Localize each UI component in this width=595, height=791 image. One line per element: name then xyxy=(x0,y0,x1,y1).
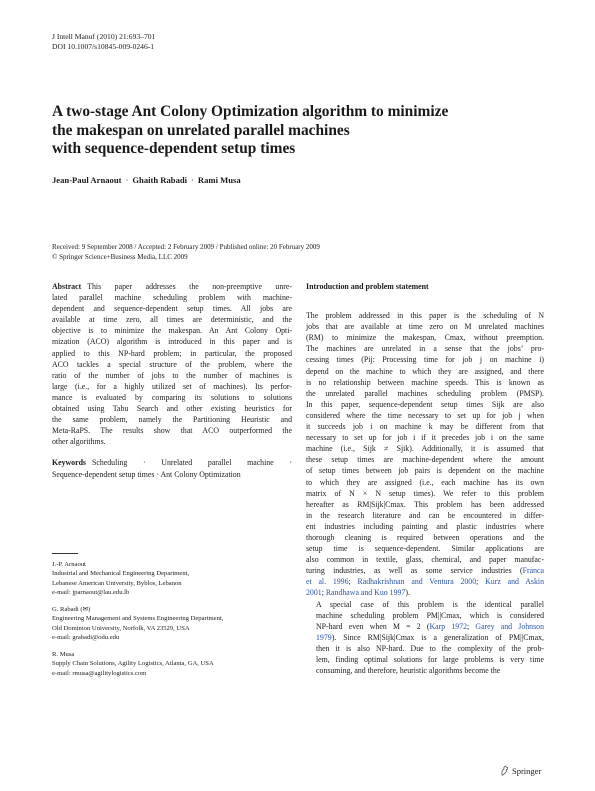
text-line: considered where the time necessary to set up for job j when xyxy=(306,410,544,420)
text-line: is no relationship between machine speeds. This is known as xyxy=(306,377,544,387)
text-line: of setup times between job pairs is dependent on the machine xyxy=(306,466,544,476)
affiliation-email: e-mail: jparnaout@lau.edu.lb xyxy=(52,589,130,597)
text-line: ent industries including painting and plastic industries where xyxy=(306,521,544,531)
affiliation-email: e-mail: grabadi@odu.edu xyxy=(52,634,120,642)
affiliation-line: Supply Chain Solutions, Agility Logistics, Atlanta, GA, USA xyxy=(52,660,214,668)
text-line: NP-hard even when M = 2 (Karp 1972; Garey and Johnson xyxy=(316,621,544,631)
text-line: dependent and sequence-dependent setup times. All jobs are xyxy=(52,304,292,314)
text-line: it succeeds job i on machine k may be different from that xyxy=(306,422,544,432)
paper-title xyxy=(52,103,532,159)
text-line: setup time is sequence-dependent. Similar applications are xyxy=(306,544,544,554)
text-line: hereafter as RM|Sijk|Cmax. This problem has been addressed xyxy=(306,499,544,509)
journal-header xyxy=(52,32,155,52)
text-line: lated parallel machine scheduling problem with machine- xyxy=(52,293,292,303)
author-name: Ghaith Rabadi xyxy=(132,175,188,185)
text-line: lem, finding optimal solutions for large problems is very time xyxy=(316,655,544,664)
keywords xyxy=(52,457,292,479)
intro-paragraph-2 xyxy=(306,599,544,677)
text-line: also common in textile, glass, chemical, and paper manufac- xyxy=(306,555,544,565)
affiliation-rabadi xyxy=(52,605,292,643)
text-line: available at time zero, all times are deterministic, and the xyxy=(52,315,292,325)
text-line: depend on the machine to which they are assigned, and there xyxy=(306,366,544,376)
springer-horse-icon xyxy=(500,765,509,776)
dates-line: Received: 9 September 2008 / Accepted: 2 February 2009 / Published online: 20 February 2009 xyxy=(52,243,320,251)
text-line: 2001; Randhawa and Kuo 1997). xyxy=(306,588,410,598)
text-line: to which they are assigned (i.e., each machine has its own xyxy=(306,477,544,487)
text-line: A special case of this problem is the identical parallel xyxy=(316,599,544,609)
affiliation-line: Lebanese American University, Byblos, Lebanon xyxy=(52,579,182,587)
text-line: large (i.e., for a highly utilized set of machines). Its perfor- xyxy=(52,381,292,391)
author-name: Rami Musa xyxy=(197,175,241,185)
footnote-divider xyxy=(52,553,78,554)
intro-paragraph-1 xyxy=(306,310,544,598)
text-line: in the research literature and can be encountered in differ- xyxy=(306,510,544,520)
text-line: 1979). Since RM|Sijk|Cmax is a generalization of PM||Cmax, xyxy=(316,632,544,642)
keywords-line: Scheduling · Unrelated parallel machine · xyxy=(92,458,292,468)
left-column xyxy=(52,281,292,480)
text-line: objective is to minimize the makespan. An Ant Colony Opti- xyxy=(52,326,292,336)
affiliation-line: Industrial and Mechanical Engineering Department, xyxy=(52,570,190,578)
abstract-label: Abstract xyxy=(52,282,82,291)
affiliation-email: e-mail: rmusa@agilitylogistics.com xyxy=(52,669,147,677)
text-line: The machines are unrelated in a sense that the jobs’ pro- xyxy=(306,344,544,354)
text-line: consuming, and therefore, heuristic algorithms become the xyxy=(316,666,501,676)
affiliation-line: Old Dominion University, Norfolk, VA 23529, USA xyxy=(52,624,190,632)
journal-citation: J Intell Manuf (2010) 21:693–701 xyxy=(52,32,156,41)
title-line: the makespan on unrelated parallel machines xyxy=(52,121,350,139)
text-line: et al. 1996; Radhakrishnan and Ventura 2000; Kurz and Askin xyxy=(306,577,544,587)
publisher-footer xyxy=(500,765,541,776)
affiliation-name: J.-P. Arnaout xyxy=(52,561,86,568)
text-line xyxy=(52,281,292,292)
affiliation-name: G. Rabadi (✉) xyxy=(52,606,91,613)
text-line: The problem addressed in this paper is the scheduling of N xyxy=(306,311,544,321)
text-line-content: This paper addresses the non-preemptive unre- xyxy=(87,282,292,291)
text-line: ACO tackles a special structure of the problem, where the xyxy=(52,359,292,369)
keywords-label: Keywords xyxy=(52,458,86,468)
affiliation-line: Engineering Management and Systems Engineering Department, xyxy=(52,615,224,623)
affiliation-musa xyxy=(52,650,292,678)
journal-doi: DOI 10.1007/s10845-009-0246-1 xyxy=(52,42,155,51)
text-line: (RM) to minimize the makespan, Cmax, without preemption. xyxy=(306,333,544,343)
affiliation-name: R. Musa xyxy=(52,651,75,658)
text-line: jobs that are available at time zero on M unrelated machines xyxy=(306,322,544,332)
text-line: the unrelated parallel machines scheduling problem (PMSP). xyxy=(306,388,544,398)
text-line: obtained using Tabu Search and other existing heuristics for xyxy=(52,404,292,414)
text-line: these setup times are machine-dependent where the amount xyxy=(306,455,544,465)
copyright-line: © Springer Science+Business Media, LLC 2009 xyxy=(52,252,188,261)
publisher-name: Springer xyxy=(512,765,542,776)
author-name: Jean-Paul Arnaout xyxy=(52,175,122,185)
text-line: In this paper, sequence-dependent setup times Sijk are also xyxy=(306,399,544,409)
author-separator: · xyxy=(125,175,129,185)
title-line: A two-stage Ant Colony Optimization algorithm to minimize xyxy=(52,103,449,120)
text-line: matrix of N × N setup times). We refer to this problem xyxy=(306,488,544,498)
right-column xyxy=(306,281,544,676)
text-line: mization (ACO) algorithm is introduced in this paper and is xyxy=(52,337,292,347)
text-line: machine (i.e., Sijk ≠ Sjik). Additionally, it is assumed that xyxy=(306,444,544,454)
text-line: thorough cleaning is required between operations and the xyxy=(306,532,544,542)
text-line: machine scheduling problem PM||Cmax, which is considered xyxy=(316,610,544,620)
abstract xyxy=(52,281,292,447)
text-line: the same problem, namely the Partitioning Heuristic and xyxy=(52,415,292,425)
text-line: ratio of the number of jobs to the number of machines is xyxy=(52,370,292,380)
text-line: applied to this NP-hard problem; in particular, the proposed xyxy=(52,348,292,358)
text-line: then it is also NP-hard. Due to the complexity of the prob- xyxy=(316,643,544,653)
text-line: Meta-RaPS. The results show that ACO outperformed the xyxy=(52,426,292,436)
author-list xyxy=(52,175,241,185)
text-line: cessing times (Pij: Processing time for job j on machine i) xyxy=(306,355,544,365)
publication-dates xyxy=(52,243,320,262)
title-line: with sequence-dependent setup times xyxy=(52,140,296,157)
keywords-line: Sequence-dependent setup times · Ant Colony Optimization xyxy=(52,469,241,479)
text-line: turing industries, as well as some service industries (Franca xyxy=(306,566,544,576)
text-line: necessary to set up for job i if it precedes job i on the same xyxy=(306,433,544,443)
author-separator: · xyxy=(191,175,194,185)
text-line: other algorithms. xyxy=(52,437,106,447)
section-heading: Introduction and problem statement xyxy=(306,282,429,291)
affiliation-arnaout xyxy=(52,560,292,598)
text-line: mance is evaluated by comparing its solutions to solutions xyxy=(52,392,292,402)
